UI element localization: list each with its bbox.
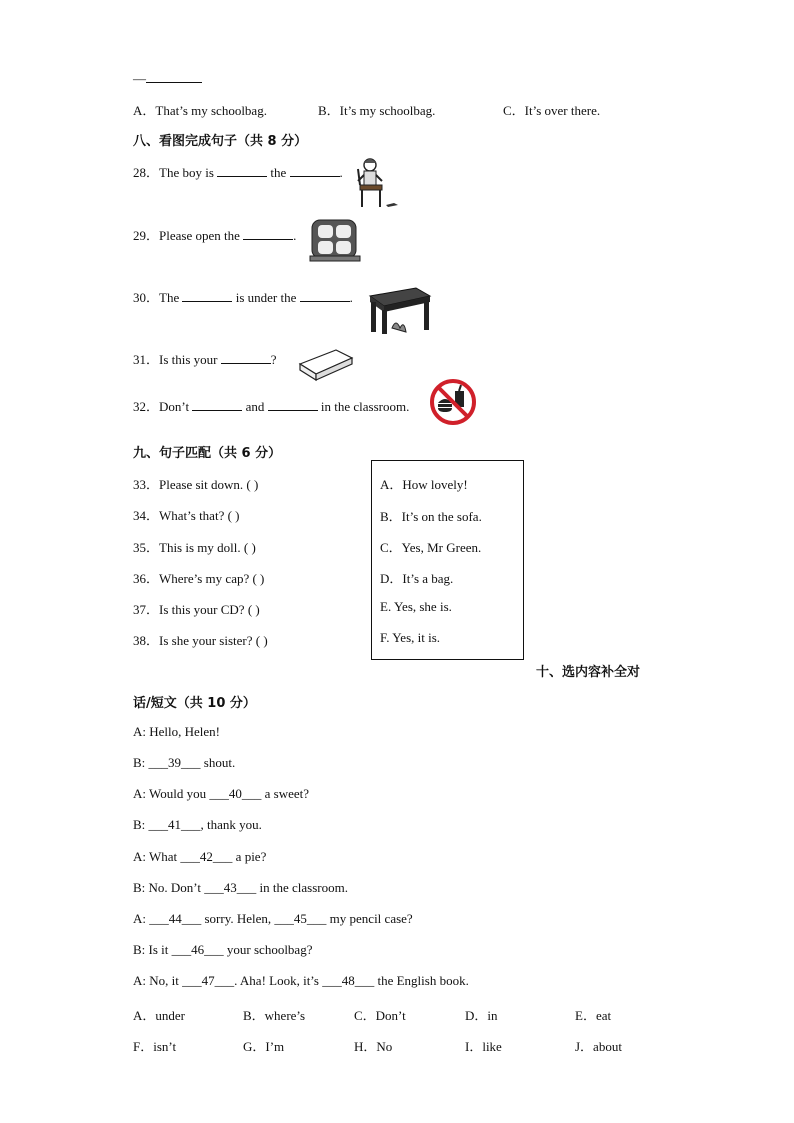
dialogue-line-2: B: ___39___ shout. (133, 755, 236, 770)
answer-blank[interactable] (217, 164, 267, 177)
answer-line[interactable]: — (133, 70, 202, 87)
dialogue-line-9: A: No, it ___47___. Aha! Look, it’s ___48___ the English book. (133, 973, 469, 988)
dialogue-line-8: B: Is it ___46___ your schoolbag? (133, 942, 313, 957)
dialogue-line-6: B: No. Don’t ___43___ in the classroom. (133, 880, 348, 895)
question-32: 32．Don’t and in the classroom. (133, 399, 410, 414)
answer-b: B．It’s on the sofa. (380, 509, 482, 524)
section10-title-part2: 话/短文（共 10 分） (133, 696, 256, 711)
answer-blank[interactable] (243, 227, 293, 240)
option-b: B．where’s (243, 1008, 306, 1023)
option-f: F．isn’t (133, 1039, 177, 1054)
answer-blank[interactable] (290, 164, 340, 177)
dialogue-line-5: A: What ___42___ a pie? (133, 849, 267, 864)
answer-blank[interactable] (192, 398, 242, 411)
blank-44[interactable]: ___44___ (149, 911, 202, 926)
answer-c: C．Yes, Mr Green. (380, 540, 482, 555)
dialogue-line-3: A: Would you ___40___ a sweet? (133, 786, 309, 801)
answer-f: F. Yes, it is. (380, 630, 441, 645)
option-g: G．I’m (243, 1039, 285, 1054)
answer-e: E. Yes, she is. (380, 599, 452, 614)
question-33: 33．Please sit down. ( ) (133, 477, 259, 492)
answer-blank[interactable] (182, 289, 232, 302)
question-36: 36．Where’s my cap? ( ) (133, 571, 265, 586)
blank-43[interactable]: ___43___ (204, 880, 257, 895)
option-a: A．under (133, 1008, 185, 1023)
question-38: 38．Is she your sister? ( ) (133, 633, 268, 648)
blank-39[interactable]: ___39___ (148, 755, 201, 770)
boy-on-chair-image (348, 155, 404, 211)
no-eating-drinking-icon (428, 377, 478, 427)
q27-option-a: A．That’s my schoolbag. (133, 103, 267, 118)
option-i: I．like (465, 1039, 502, 1054)
blank-48[interactable]: ___48___ (322, 973, 375, 988)
answer-blank[interactable] (146, 70, 202, 83)
q27-option-c: C．It’s over there. (503, 103, 601, 118)
section10-title-part1: 十、选内容补全对 (536, 665, 641, 680)
eraser-image (296, 346, 356, 384)
section9-title: 九、句子匹配（共 6 分） (133, 446, 282, 461)
question-30: 30．The is under the . (133, 290, 353, 305)
question-34: 34．What’s that? ( ) (133, 508, 240, 523)
option-h: H．No (354, 1039, 393, 1054)
blank-40[interactable]: ___40___ (209, 786, 262, 801)
blank-47[interactable]: ___47___ (182, 973, 235, 988)
dialogue-line-4: B: ___41___, thank you. (133, 817, 262, 832)
dialogue-line-1: A: Hello, Helen! (133, 724, 221, 739)
answer-d: D．It’s a bag. (380, 571, 454, 586)
answer-a: A．How lovely! (380, 477, 468, 492)
desk-image (366, 284, 432, 336)
dialogue-line-7: A: ___44___ sorry. Helen, ___45___ my pencil case? (133, 911, 413, 926)
option-e: E．eat (575, 1008, 612, 1023)
blank-45[interactable]: ___45___ (274, 911, 327, 926)
question-28: 28．The boy is the . (133, 165, 343, 180)
section8-title: 八、看图完成句子（共 8 分） (133, 134, 308, 149)
question-37: 37．Is this your CD? ( ) (133, 602, 260, 617)
window-image (308, 218, 362, 264)
blank-42[interactable]: ___42___ (180, 849, 233, 864)
question-31: 31．Is this your ? (133, 352, 277, 367)
question-35: 35．This is my doll. ( ) (133, 540, 256, 555)
question-29: 29．Please open the . (133, 228, 297, 243)
option-c: C．Don’t (354, 1008, 406, 1023)
answer-blank[interactable] (300, 289, 350, 302)
answer-blank[interactable] (268, 398, 318, 411)
blank-46[interactable]: ___46___ (171, 942, 224, 957)
option-j: J．about (575, 1039, 622, 1054)
answer-blank[interactable] (221, 351, 271, 364)
option-d: D．in (465, 1008, 498, 1023)
q27-option-b: B．It’s my schoolbag. (318, 103, 436, 118)
blank-41[interactable]: ___41___ (148, 817, 201, 832)
